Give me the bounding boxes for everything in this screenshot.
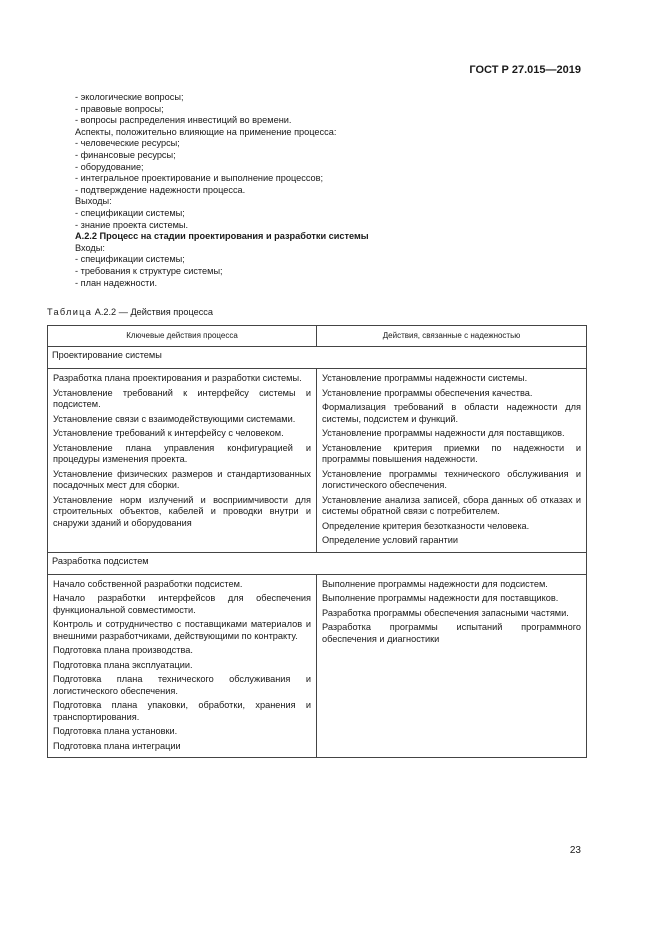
table-caption	[47, 307, 587, 317]
table-item: Установление норм излучений и восприимчивости для строительных объектов, кабелей и проводки внутри и снаружи зданий и оборудования	[53, 494, 311, 528]
list-item: - подтверждение надежности процесса.	[75, 184, 246, 195]
header-reliability-actions: Действия, связанные с надежностью	[317, 326, 587, 347]
table-item: Подготовка плана технического обслуживания и логистического обеспечения.	[53, 674, 311, 696]
table-item: Подготовка плана эксплуатации.	[53, 659, 193, 670]
section-heading: А.2.2 Процесс на стадии проектирования и разработки системы	[75, 231, 369, 242]
list-item: - человеческие ресурсы;	[75, 138, 180, 149]
table-row	[48, 369, 587, 553]
table-item: Разработка программы испытаний программного обеспечения и диагностики	[322, 622, 581, 644]
paragraph: Выходы:	[75, 196, 112, 207]
table-item: Определение условий гарантии	[322, 535, 459, 545]
table-item: Выполнение программы надежности для подсистем.	[322, 578, 548, 589]
table-item: Установление программы надежности системы.	[322, 373, 528, 383]
reliability-actions-cell	[317, 574, 587, 758]
list-item: - вопросы распределения инвестиций во времени.	[75, 115, 292, 126]
list-item: - спецификации системы;	[75, 207, 185, 218]
table-item: Формализация требований в области надежности для системы, подсистем и функций.	[322, 402, 581, 424]
table-item: Разработка плана проектирования и разработки системы.	[53, 373, 302, 383]
table-item: Установление связи с взаимодействующими системами.	[53, 413, 296, 424]
table-item: Установление требований к интерфейсу с человеком.	[53, 428, 284, 438]
paragraph: Входы:	[75, 242, 105, 253]
table-item: Установление плана управления конфигурацией и процедуры изменения проекта.	[53, 442, 311, 464]
table-item: Установление программы технического обслуживания и логистического обеспечения.	[322, 468, 581, 490]
document-code: ГОСТ Р 27.015—2019	[469, 64, 581, 76]
section-row	[48, 552, 587, 574]
list-item: - знание проекта системы.	[75, 219, 189, 230]
section-title: Проектирование системы	[48, 347, 587, 369]
section-title: Разработка подсистем	[48, 552, 587, 574]
table-item: Подготовка плана установки.	[53, 726, 178, 736]
page-number: 23	[569, 845, 581, 856]
list-item: - требования к структуре системы;	[75, 265, 223, 276]
table-item: Установление критерия приемки по надежности и программы повышения надежности.	[322, 442, 581, 464]
list-item: - правовые вопросы;	[75, 103, 164, 114]
key-actions-cell	[48, 369, 317, 553]
table-item: Подготовка плана интеграции	[53, 740, 181, 751]
table-item: Определение критерия безотказности человека.	[322, 520, 530, 531]
list-item: - экологические вопросы;	[75, 92, 184, 102]
key-actions-cell	[48, 574, 317, 758]
list-item: - финансовые ресурсы;	[75, 149, 176, 160]
process-actions-table	[47, 325, 587, 758]
list-item: - план надежности.	[75, 277, 158, 288]
header-key-actions: Ключевые действия процесса	[48, 326, 317, 347]
table-item: Разработка программы обеспечения запасными частями.	[322, 607, 569, 618]
table-item: Подготовка плана производства.	[53, 645, 193, 655]
table-item: Подготовка плана упаковки, обработки, хранения и транспортирования.	[53, 700, 311, 722]
section-row	[48, 347, 587, 369]
table-item: Установление программы надежности для поставщиков.	[322, 428, 565, 438]
table-item: Контроль и сотрудничество с поставщиками материалов и внешними разработчиками, действующими по контракту.	[53, 619, 311, 641]
table-row	[48, 574, 587, 758]
list-item: - интегральное проектирование и выполнение процессов;	[75, 173, 324, 184]
table-caption-label: Таблица	[47, 307, 93, 317]
reliability-actions-cell	[317, 369, 587, 553]
table-caption-title: — Действия процесса	[118, 307, 214, 317]
table-item: Начало собственной разработки подсистем.	[53, 578, 243, 589]
table-item: Установление анализа записей, сбора данных об отказах и системы обратной связи с потребителем.	[322, 494, 581, 516]
list-item: - оборудование;	[75, 161, 144, 172]
table-header-row	[48, 326, 587, 347]
table-caption-number: А.2.2	[94, 307, 117, 317]
paragraph: Аспекты, положительно влияющие на применение процесса:	[75, 126, 337, 137]
table-item: Установление физических размеров и стандартизованных посадочных мест для сборки.	[53, 468, 311, 490]
table-item: Установление программы обеспечения качества.	[322, 387, 533, 398]
table-item: Выполнение программы надежности для поставщиков.	[322, 593, 559, 603]
body-text	[75, 92, 583, 289]
table-item: Установление требований к интерфейсу системы и подсистем.	[53, 387, 311, 409]
table-item: Начало разработки интерфейсов для обеспечения функциональной совместимости.	[53, 593, 311, 615]
list-item: - спецификации системы;	[75, 254, 185, 265]
